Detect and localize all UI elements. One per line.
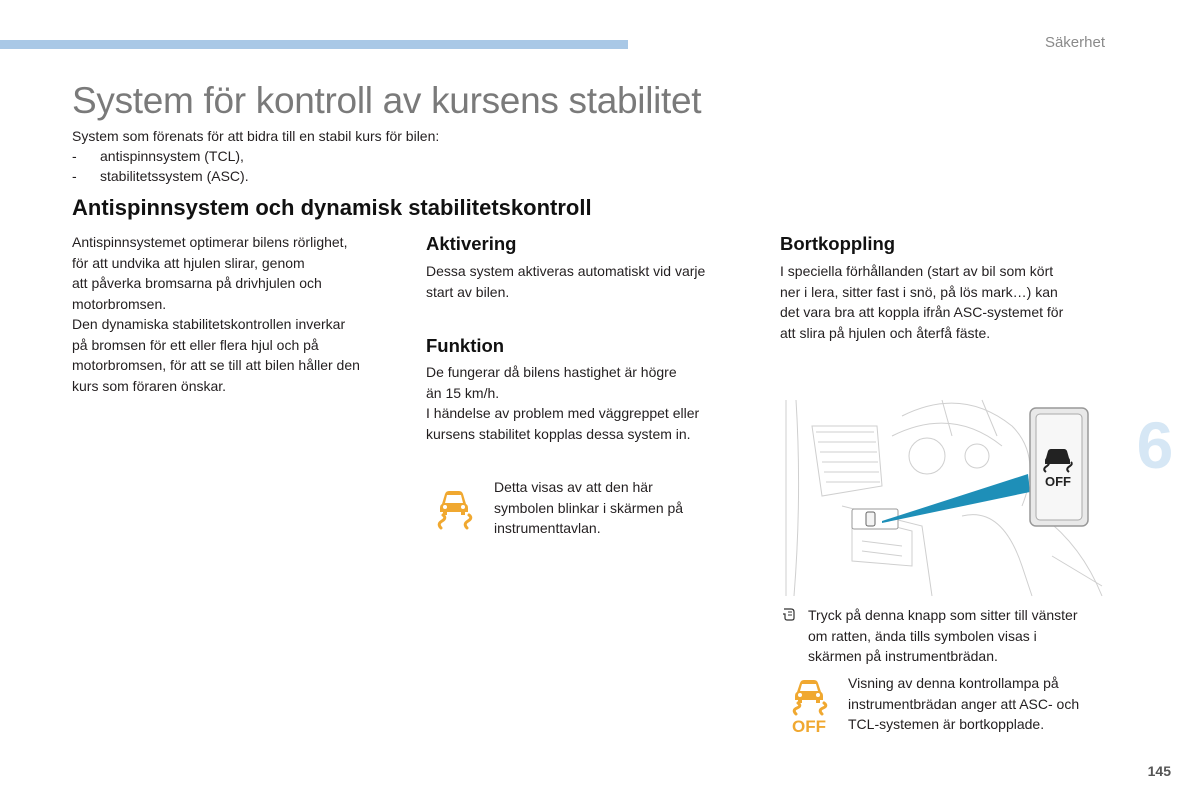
activation-heading: Aktivering xyxy=(426,233,517,254)
text-line: skärmen på instrumentbrädan. xyxy=(808,648,998,664)
text-line: det vara bra att koppla ifrån ASC-systemet för xyxy=(780,304,1064,320)
text-line: att slira på hjulen och återfå fäste. xyxy=(780,324,991,341)
text-line: Dessa system aktiveras automatiskt vid varje xyxy=(426,263,706,279)
section-name: Säkerhet xyxy=(1044,34,1105,51)
disabling-heading: Bortkoppling xyxy=(780,233,896,254)
instruction-note xyxy=(782,605,1112,667)
skid-icon-description xyxy=(494,477,734,539)
text-line: än 15 km/h. xyxy=(426,384,500,401)
text-line: Antispinnsystemet optimerar bilens rörlighet, xyxy=(72,234,348,250)
intro-lead: System som förenats för att bidra till en stabil kurs för bilen: xyxy=(72,128,440,144)
intro-list-item: - antispinnsystem (TCL), xyxy=(72,146,672,166)
intro-block xyxy=(72,126,672,186)
text-line: TCL-systemen är bortkopplade. xyxy=(848,716,1045,732)
text-line: motorbromsen, för att se till att bilen håller den xyxy=(72,357,360,373)
text-line: på bromsen för ett eller flera hjul och på xyxy=(72,336,319,353)
section-subheading: Antispinnsystem och dynamisk stabilitetskontroll xyxy=(72,195,592,220)
text-line: kurs som föraren önskar. xyxy=(72,377,227,394)
text-line: Visning av denna kontrollampa på xyxy=(848,675,1059,691)
intro-list-item: - stabilitetssystem (ASC). xyxy=(72,166,672,186)
text-line: I händelse av problem med väggreppet eller xyxy=(426,405,700,421)
text-line: Detta visas av att den här xyxy=(494,479,653,495)
function-text xyxy=(426,362,756,444)
text-line: instrumenttavlan. xyxy=(494,520,601,536)
page-number: 145 xyxy=(1147,763,1171,779)
text-line: symbolen blinkar i skärmen på xyxy=(494,499,684,516)
disabling-text xyxy=(780,261,1110,343)
description-paragraph xyxy=(72,232,402,396)
off-label: OFF xyxy=(792,717,826,734)
text-line: De fungerar då bilens hastighet är högre xyxy=(426,364,677,380)
instruction-text xyxy=(782,605,1112,667)
text-line: Den dynamiska stabilitetskontrollen inverkar xyxy=(72,316,346,332)
skid-off-warning-icon xyxy=(788,676,830,734)
text-line: motorbromsen. xyxy=(72,295,167,312)
off-icon-description xyxy=(848,673,1118,735)
text-line: ner i lera, sitter fast i snö, på lös mark…) kan xyxy=(780,283,1058,300)
text-line: för att undvika att hjulen slirar, genom xyxy=(72,254,305,271)
text-line: Tryck på denna knapp som sitter till vänster xyxy=(808,607,1078,623)
dashboard-illustration xyxy=(782,396,1106,598)
text-line: om ratten, ända tills symbolen visas i xyxy=(808,627,1037,644)
function-heading: Funktion xyxy=(426,335,505,356)
asc-off-button-label: OFF xyxy=(1045,474,1071,489)
text-line: I speciella förhållanden (start av bil som kört xyxy=(780,263,1054,279)
skid-warning-icon xyxy=(434,486,474,530)
text-line: instrumentbrädan anger att ASC- och xyxy=(848,695,1080,712)
activation-text xyxy=(426,261,756,302)
text-line: kursens stabilitet kopplas dessa system in. xyxy=(426,425,691,442)
text-line: att påverka bromsarna på drivhjulen och xyxy=(72,275,322,291)
page-title: System för kontroll av kursens stabilitet xyxy=(72,80,702,121)
header-accent-bar xyxy=(0,40,628,49)
text-line: start av bilen. xyxy=(426,283,510,300)
hand-pointer-icon xyxy=(782,606,796,622)
chapter-number: 6 xyxy=(1136,408,1174,482)
intro-list xyxy=(72,146,672,186)
